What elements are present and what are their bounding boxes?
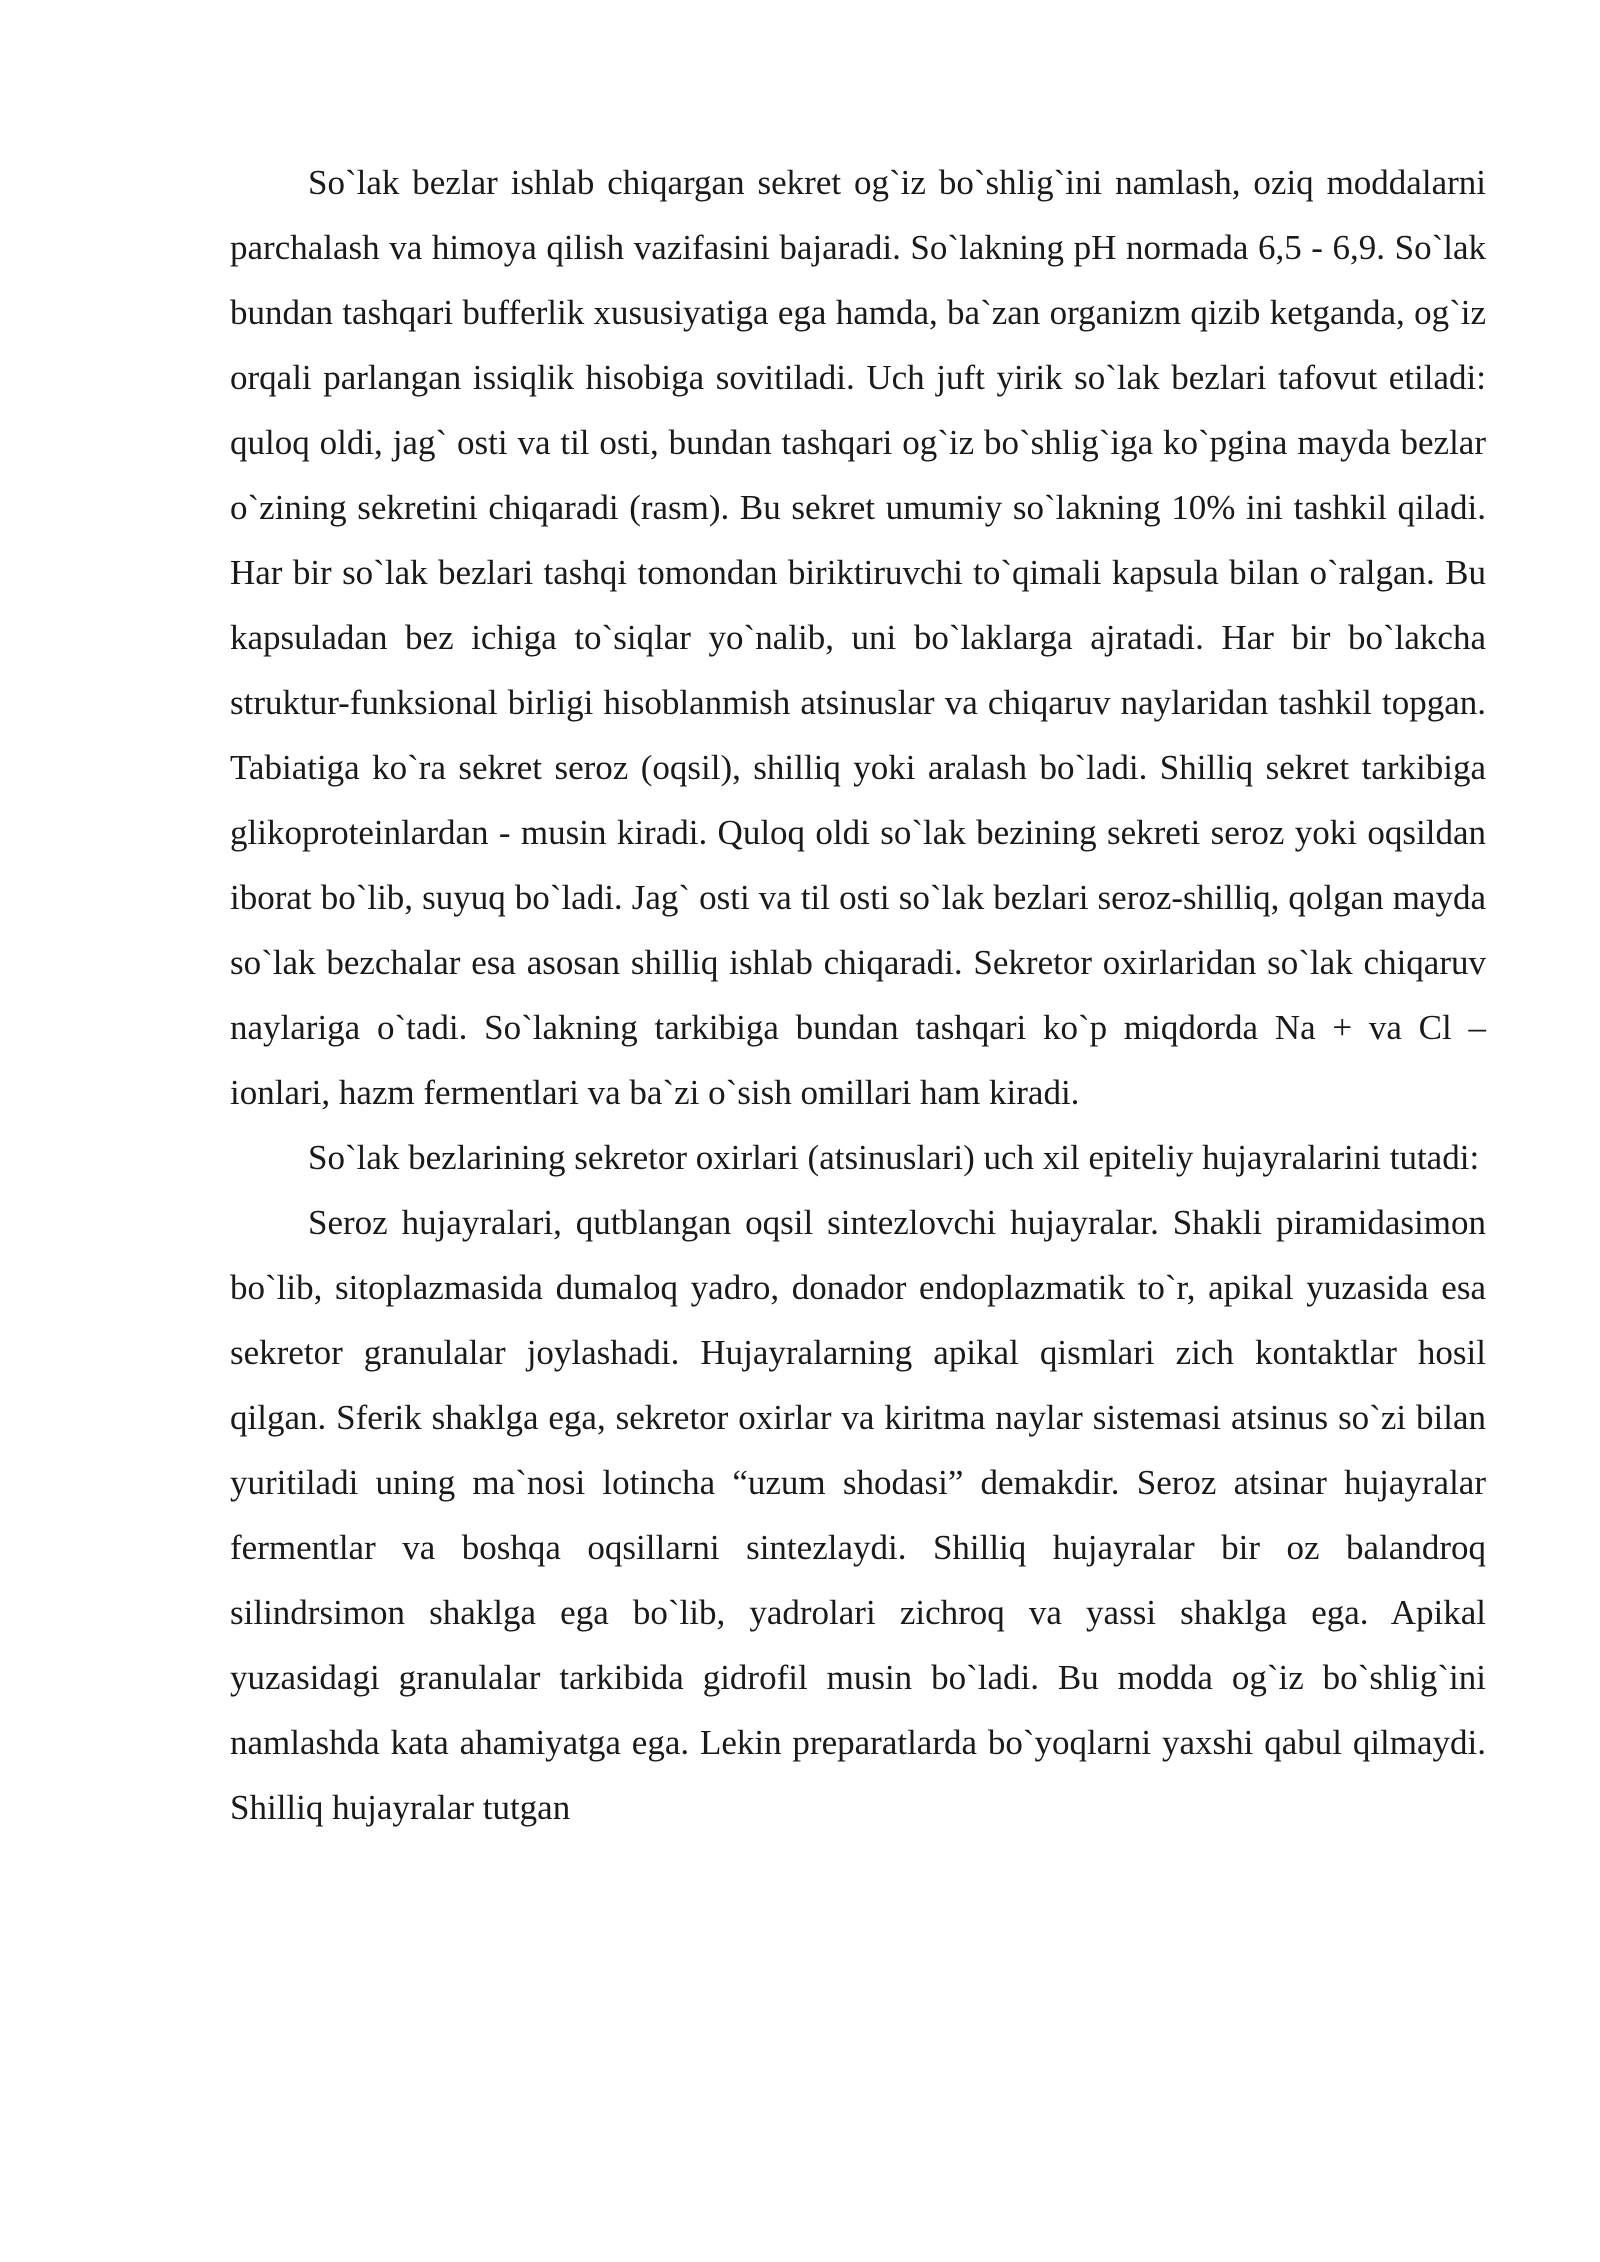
paragraph-3: Seroz hujayralari, qutblangan oqsil sintezlovchi hujayralar. Shakli piramidasimon bo`lib, sitoplazmasida dumaloq yadro, donador endoplazmatik to`r, apikal yuzasida esa sekretor granulalar joylashadi. Hujayralarning apikal qismlari zich kontaktlar hosil qilgan. Sferik shaklga ega, sekretor oxirlar va kiritma naylar sistemasi atsinus so`zi bilan yuritiladi uning ma`nosi lotincha “uzum shodasi” demakdir. Seroz atsinar hujayralar fermentlar va boshqa oqsillarni sintezlaydi. Shilliq hujayralar bir oz balandroq silindrsimon shaklga ega bo`lib, yadrolari zichroq va yassi shaklga ega. Apikal yuzasidagi granulalar tarkibida gidrofil musin bo`ladi. Bu modda og`iz bo`shlig`ini namlashda kata ahamiyatga ega. Lekin preparatlarda bo`yoqlarni yaxshi qabul qilmaydi. Shilliq hujayralar tutgan — [230, 1203, 1486, 1827]
paragraph-2: So`lak bezlarining sekretor oxirlari (atsinuslari) uch xil epiteliy hujayralarini tutadi: — [308, 1138, 1480, 1177]
paragraph-1: So`lak bezlar ishlab chiqargan sekret og`iz bo`shlig`ini namlash, oziq moddalarni parchalash va himoya qilish vazifasini bajaradi. So`lakning pH normada 6,5 - 6,9. So`lak bundan tashqari bufferlik xususiyatiga ega hamda, ba`zan organizm qizib ketganda, og`iz orqali parlangan issiqlik hisobiga sovitiladi. Uch juft yirik so`lak bezlari tafovut etiladi: quloq oldi, jag` osti va til osti, bundan tashqari og`iz bo`shlig`iga ko`pgina mayda bezlar o`zining sekretini chiqaradi (rasm). Bu sekret umumiy so`lakning 10% ini tashkil qiladi. Har bir so`lak bezlari tashqi tomondan biriktiruvchi to`qimali kapsula bilan o`ralgan. Bu kapsuladan bez ichiga to`siqlar yo`nalib, uni bo`laklarga ajratadi. Har bir bo`lakcha struktur-funksional birligi hisoblanmish atsinuslar va chiqaruv naylaridan tashkil topgan. Tabiatiga ko`ra sekret seroz (oqsil), shilliq yoki aralash bo`ladi. Shilliq sekret tarkibiga glikoproteinlardan - musin kiradi. Quloq oldi so`lak bezining sekreti seroz yoki oqsildan iborat bo`lib, suyuq bo`ladi. Jag` osti va til osti so`lak bezlari seroz-shilliq, qolgan mayda so`lak bezchalar esa asosan shilliq ishlab chiqaradi. Sekretor oxirlaridan so`lak chiqaruv naylariga o`tadi. So`lakning tarkibiga bundan tashqari ko`p miqdorda Na + va Cl – ionlari, hazm fermentlari va ba`zi o`sish omillari ham kiradi. — [230, 163, 1486, 1112]
document-page — [230, 150, 1486, 1840]
